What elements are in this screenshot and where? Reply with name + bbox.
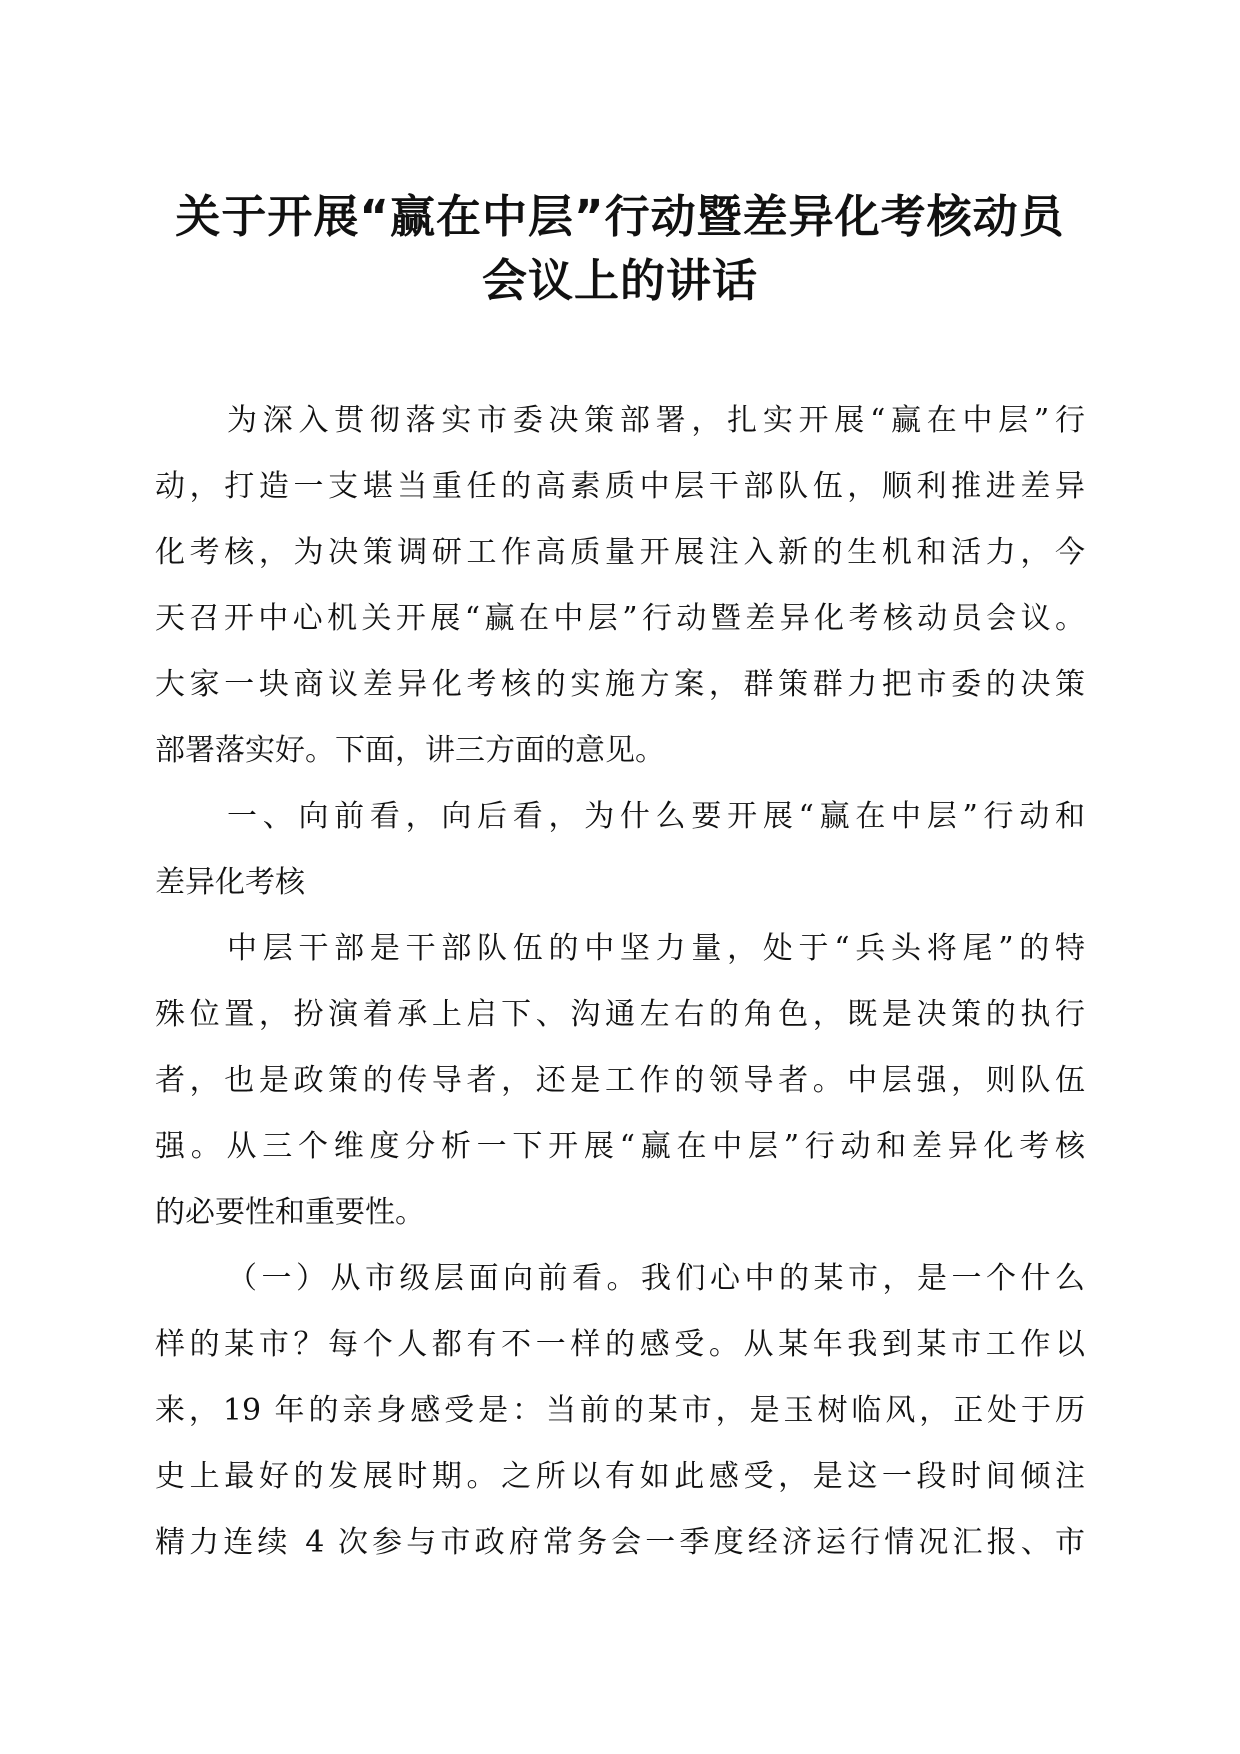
text-line: 一、向前看，向后看，为什么要开展“赢在中层”行动和	[227, 799, 1085, 834]
text-line: 殊位置，扮演着承上启下、沟通左右的角色，既是决策的执行	[155, 997, 1085, 1032]
text-line: 化考核，为决策调研工作高质量开展注入新的生机和活力，今	[155, 535, 1085, 570]
text-line: 天召开中心机关开展“赢在中层”行动暨差异化考核动员会议。	[155, 601, 1085, 636]
text-line: 者，也是政策的传导者，还是工作的领导者。中层强，则队伍	[155, 1063, 1085, 1098]
document-title	[150, 185, 1090, 313]
text-line: 精力连续 4 次参与市政府常务会一季度经济运行情况汇报、市	[155, 1525, 1085, 1560]
title-line-1: 关于开展“赢在中层”行动暨差异化考核动员	[175, 190, 1065, 243]
section-1-heading	[155, 784, 1085, 916]
text-line: 的必要性和重要性。	[155, 1195, 425, 1230]
title-line-2: 会议上的讲话	[481, 254, 758, 307]
text-line: 样的某市？每个人都有不一样的感受。从某年我到某市工作以	[155, 1327, 1085, 1362]
text-line: 大家一块商议差异化考核的实施方案，群策群力把市委的决策	[155, 667, 1085, 702]
text-line: 来，19 年的亲身感受是：当前的某市，是玉树临风，正处于历	[155, 1393, 1085, 1428]
intro-paragraph	[155, 388, 1085, 784]
text-line: 差异化考核	[155, 865, 305, 900]
text-line: 动，打造一支堪当重任的高素质中层干部队伍，顺利推进差异	[155, 469, 1085, 504]
text-line: 史上最好的发展时期。之所以有如此感受，是这一段时间倾注	[155, 1459, 1085, 1494]
text-line: 部署落实好。下面，讲三方面的意见。	[155, 733, 665, 768]
text-line: 中层干部是干部队伍的中坚力量，处于“兵头将尾”的特	[227, 931, 1085, 966]
subsection-1-paragraph	[155, 1246, 1085, 1576]
middle-cadre-paragraph	[155, 916, 1085, 1246]
document-body	[155, 388, 1085, 1576]
text-line: 强。从三个维度分析一下开展“赢在中层”行动和差异化考核	[155, 1129, 1085, 1164]
text-line: 为深入贯彻落实市委决策部署，扎实开展“赢在中层”行	[227, 403, 1085, 438]
text-line: （一）从市级层面向前看。我们心中的某市，是一个什么	[227, 1261, 1085, 1296]
